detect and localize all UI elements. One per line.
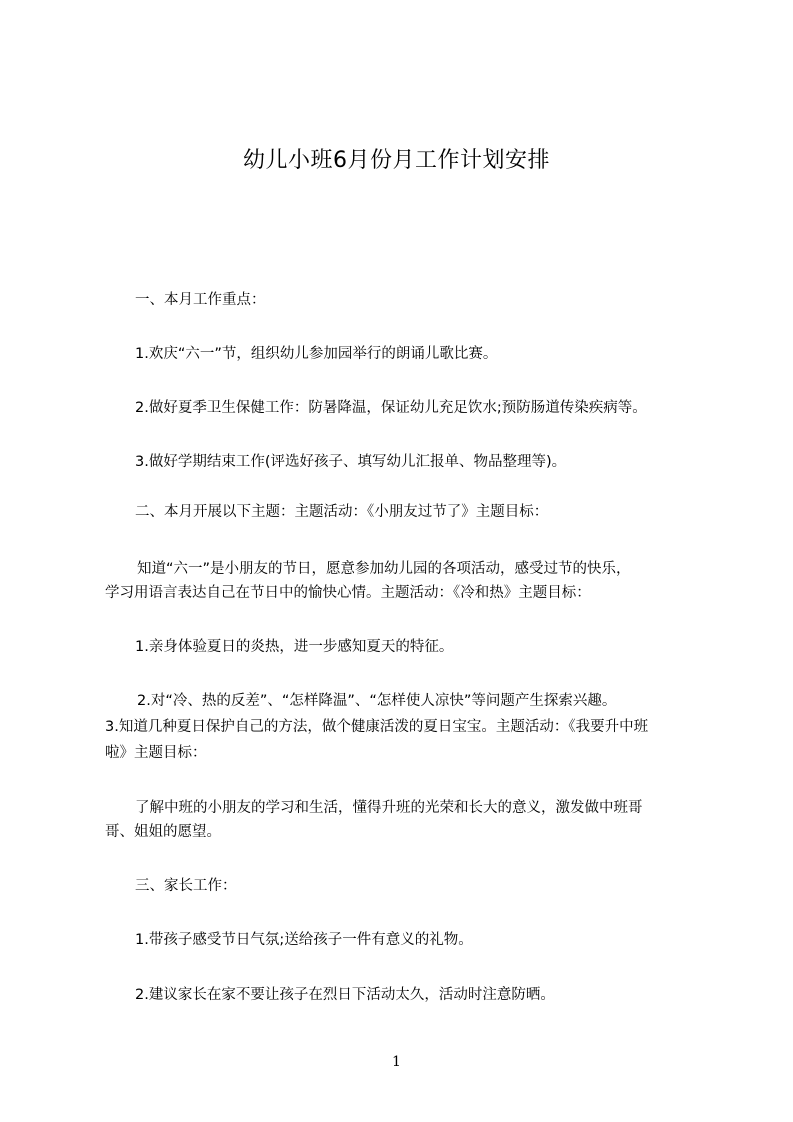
section-heading-focus: 一、本月工作重点： (135, 292, 266, 308)
paragraph: 1.带孩子感受节日气氛;送给孩子一件有意义的礼物。 (135, 932, 473, 948)
paragraph: 学习用语言表达自己在节日中的愉快心情。主题活动：《冷和热》主题目标： (105, 585, 591, 601)
paragraph: 3.知道几种夏日保护自己的方法，做个健康活泼的夏日宝宝。主题活动：《我要升中班 (105, 719, 649, 735)
paragraph: 1.亲身体验夏日的炎热，进一步感知夏天的特征。 (135, 639, 454, 655)
paragraph: 哥、姐姐的愿望。 (105, 824, 221, 840)
paragraph: 啦》主题目标： (105, 745, 207, 761)
paragraph: 1.欢庆“六一”节，组织幼儿参加园举行的朗诵儿歌比赛。 (135, 346, 498, 362)
paragraph: 2.做好夏季卫生保健工作：防暑降温，保证幼儿充足饮水;预防肠道传染疾病等。 (135, 400, 647, 416)
paragraph: 知道“六一”是小朋友的节日，愿意参加幼儿园的各项活动，感受过节的快乐， (137, 561, 631, 577)
document-title: 幼儿小班6月份月工作计划安排 (243, 148, 550, 173)
paragraph: 2.建议家长在家不要让孩子在烈日下活动太久，活动时注意防晒。 (135, 987, 555, 1003)
section-heading-themes: 二、本月开展以下主题：主题活动：《小朋友过节了》主题目标： (135, 504, 549, 520)
section-heading-parents: 三、家长工作： (135, 878, 237, 894)
paragraph: 2.对“冷、热的反差”、“怎样降温”、“怎样使人凉快”等问题产生探索兴趣。 (137, 693, 617, 709)
paragraph: 了解中班的小朋友的学习和生活，懂得升班的光荣和长大的意义，激发做中班哥 (135, 800, 643, 816)
paragraph: 3.做好学期结束工作(评选好孩子、填写幼儿汇报单、物品整理等)。 (135, 454, 567, 470)
page-number: 1 (392, 1054, 401, 1070)
